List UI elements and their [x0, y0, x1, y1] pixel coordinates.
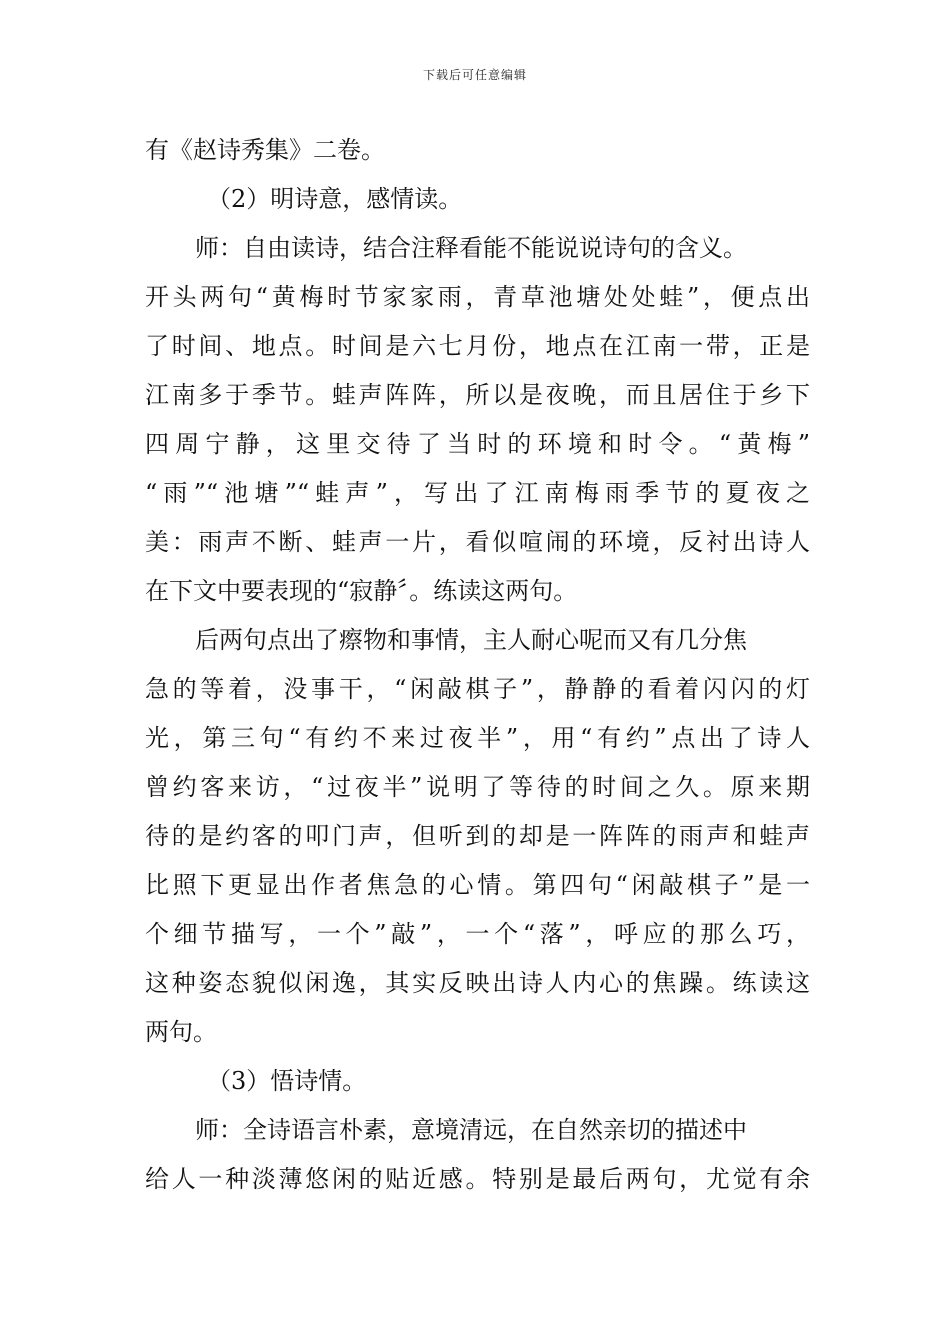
text-line: 曾约客来访，“过夜半”说明了等待的时间之久。原来期: [145, 773, 810, 801]
document-body: [145, 126, 810, 1204]
text-line: 急的等着，没事干，“闲敲棋子”，静静的看着闪闪的灯: [145, 675, 810, 703]
text-line: 江南多于季节。蛙声阵阵，所以是夜晚，而且居住于乡下: [145, 381, 810, 409]
text-line: 后两句点出了瘵物和事情，主人耐心呢而又有几分焦: [195, 626, 747, 654]
text-line: 师：全诗语言朴素，意境清远，在自然亲切的描述中: [195, 1116, 747, 1144]
text-line: 有《赵诗秀集》二卷。: [145, 136, 385, 164]
text-line: 光，第三句“有约不来过夜半”，用“有约”点出了诗人: [145, 724, 810, 752]
text-line: 开头两句“黄梅时节家家雨，青草池塘处处蛙”，便点出: [145, 283, 810, 311]
text-line: 两句。: [145, 1018, 217, 1046]
text-line: 了时间、地点。时间是六七月份，地点在江南一带，正是: [145, 332, 810, 360]
text-line: 师：自由读诗，结合注释看能不能说说诗句的含义。: [195, 234, 747, 262]
text-line: 比照下更显出作者焦急的心情。第四句“闲敲棋子”是一: [145, 871, 810, 899]
text-line: 美：雨声不断、蛙声一片，看似喧闹的环境，反衬出诗人: [145, 528, 810, 556]
page-header: 下载后可任意编辑: [422, 68, 527, 82]
text-line: 给人一种淡薄悠闲的贴近感。特别是最后两句，尤觉有余: [145, 1165, 810, 1193]
text-line: 这种姿态貌似闲逸，其实反映出诗人内心的焦躁。练读这: [145, 969, 810, 997]
text-line: 四周宁静，这里交待了当时的环境和时令。“黄梅”: [145, 430, 810, 458]
section-heading: （3）悟诗情。: [207, 1067, 367, 1095]
text-line: 在下文中要表现的“寂静〞。练读这两句。: [145, 577, 578, 605]
section-heading: （2）明诗意，感情读。: [207, 185, 463, 213]
text-line: “雨”“池塘”“蛙声”，写出了江南梅雨季节的夏夜之: [145, 479, 810, 507]
text-line: 待的是约客的叩门声，但听到的却是一阵阵的雨声和蛙声: [145, 822, 810, 850]
text-line: 个细节描写，一个”敲”，一个“落”，呼应的那么巧，: [145, 920, 810, 948]
